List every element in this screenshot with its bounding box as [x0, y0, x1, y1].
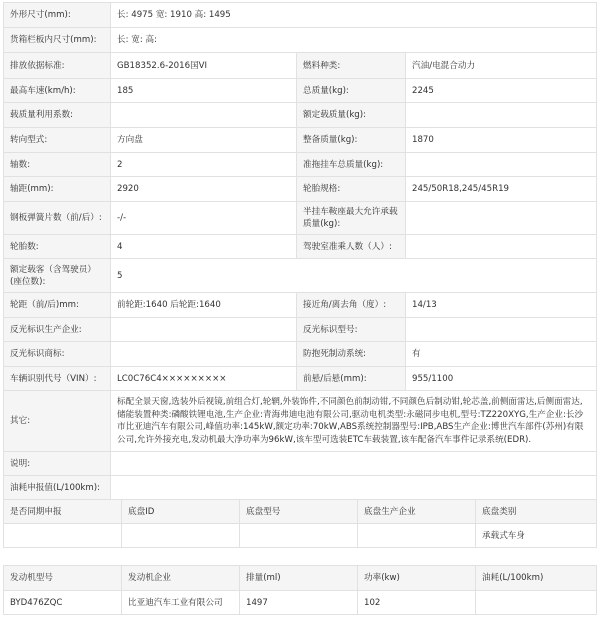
engine-header-cell: 发动机型号: [4, 566, 122, 591]
field-value: 2245: [406, 79, 597, 103]
field-label: 整备质量(kg):: [297, 128, 406, 153]
chassis-header-cell: 底盘类别: [476, 500, 597, 524]
field-label: 货箱栏板内尺寸(mm):: [4, 28, 111, 53]
chassis-cell: [358, 524, 476, 548]
field-label: 防抱死制动系统:: [297, 342, 406, 367]
table-row: [4, 391, 597, 452]
table-row: [4, 235, 597, 259]
field-label: 额定载客（含驾驶员）(座位数):: [4, 259, 111, 293]
field-value: 2920: [111, 177, 297, 202]
field-label: 反光标识型号:: [297, 318, 406, 342]
field-label: 燃料种类:: [297, 53, 406, 79]
field-label: 排放依据标准:: [4, 53, 111, 79]
table-row: [4, 367, 597, 391]
field-label: 转向型式:: [4, 128, 111, 153]
engine-cell: 1497: [240, 591, 358, 615]
field-label: 接近角/离去角（度）:: [297, 293, 406, 318]
table-row: [4, 153, 597, 177]
field-value: [406, 103, 597, 128]
table-row: [4, 342, 597, 367]
chassis-header-cell: 底盘生产企业: [358, 500, 476, 524]
table-row: [4, 293, 597, 318]
table-row: [4, 202, 597, 235]
field-value: 245/50R18,245/45R19: [406, 177, 597, 202]
field-label: 说明:: [4, 452, 111, 476]
field-label: 外形尺寸(mm):: [4, 3, 111, 28]
chassis-header-cell: 底盘型号: [240, 500, 358, 524]
engine-header-cell: 发动机企业: [122, 566, 240, 591]
field-value: 5: [111, 259, 597, 293]
table-row: [4, 103, 597, 128]
field-value: 1870: [406, 128, 597, 153]
field-value: [406, 318, 597, 342]
table-row: [4, 128, 597, 153]
engine-header-cell: 油耗(L/100km): [476, 566, 597, 591]
field-label: 半挂车鞍座最大允许承载质量(kg):: [297, 202, 406, 235]
field-value: 2: [111, 153, 297, 177]
field-value: [111, 452, 597, 476]
engine-header-cell: 排量(ml): [240, 566, 358, 591]
field-label: 轮胎规格:: [297, 177, 406, 202]
field-label: 油耗申报值(L/100km):: [4, 476, 111, 501]
field-value: 14/13: [406, 293, 597, 318]
field-value: -/-: [111, 202, 297, 235]
engine-cell: 102: [358, 591, 476, 615]
table-row: [4, 452, 597, 476]
field-label: 最高车速(km/h):: [4, 79, 111, 103]
field-label: 载质量利用系数:: [4, 103, 111, 128]
table-row: [4, 28, 597, 53]
field-label: 前悬/后悬(mm):: [297, 367, 406, 391]
table-row: [4, 476, 597, 501]
field-label: 其它:: [4, 391, 111, 452]
vehicle-params-table: [3, 2, 597, 501]
chassis-cell: [4, 524, 122, 548]
field-label: 钢板弹簧片数（前/后）:: [4, 202, 111, 235]
field-label: 轮距（前/后)mm:: [4, 293, 111, 318]
field-label: 反光标识商标:: [4, 342, 111, 367]
field-value: 前轮距:1640 后轮距:1640: [111, 293, 297, 318]
field-value: 185: [111, 79, 297, 103]
table-row: [4, 318, 597, 342]
field-value: 4: [111, 235, 297, 259]
field-value: [406, 235, 597, 259]
field-value: [406, 202, 597, 235]
field-value: [111, 342, 297, 367]
field-value: 长: 4975 宽: 1910 高: 1495: [111, 3, 597, 28]
field-label: 车辆识别代号（VIN）:: [4, 367, 111, 391]
table-row: [4, 79, 597, 103]
field-value: 有: [406, 342, 597, 367]
field-label: 准拖挂车总质量(kg):: [297, 153, 406, 177]
field-label: 轮胎数:: [4, 235, 111, 259]
field-value: 955/1100: [406, 367, 597, 391]
field-value: [111, 318, 297, 342]
field-value: 长: 宽: 高:: [111, 28, 597, 53]
field-label: 驾驶室准乘人数（人）:: [297, 235, 406, 259]
engine-cell: 比亚迪汽车工业有限公司: [122, 591, 240, 615]
engine-cell: BYD476ZQC: [4, 591, 122, 615]
table-row: [4, 53, 597, 79]
table-row: [4, 259, 597, 293]
engine-cell: [476, 591, 597, 615]
field-value: [111, 476, 597, 501]
table-row: [4, 177, 597, 202]
chassis-cell: 承载式车身: [476, 524, 597, 548]
table-row: [4, 3, 597, 28]
field-label: 额定载质量(kg):: [297, 103, 406, 128]
field-value: 汽油/电混合动力: [406, 53, 597, 79]
field-value: 方向盘: [111, 128, 297, 153]
field-value: [406, 153, 597, 177]
engine-header-cell: 功率(kw): [358, 566, 476, 591]
chassis-header-cell: 底盘ID: [122, 500, 240, 524]
chassis-cell: [122, 524, 240, 548]
field-label: 轴距(mm):: [4, 177, 111, 202]
field-value: GB18352.6-2016国VI: [111, 53, 297, 79]
engine-table: [3, 565, 597, 615]
field-value: 标配全景天窗,选装外后视镜,前组合灯,轮辋,外装饰件,不同颜色前制动钳,不同颜色后制动钳,轮芯盖,前侧面雷达,后侧面雷达,储能装置种类:磷酸铁锂电池,生产企业:青海弗迪电池有限公司,驱动电机类型:永磁同步电机,型号:TZ220XYG,生产企业:长沙市比亚迪汽车有限公司,峰值功率:145kW,额定功率:70kW,ABS系统控制器型号:IPB,ABS生产企业:博世汽车部件(苏州)有限公司,允许外接充电,发动机最大净功率为96kW,该车型可选装ETC车载装置,该车配备汽车事件记录系统(EDR).: [111, 391, 597, 452]
chassis-table: [3, 499, 597, 548]
field-label: 总质量(kg):: [297, 79, 406, 103]
field-label: 反光标识生产企业:: [4, 318, 111, 342]
chassis-cell: [240, 524, 358, 548]
chassis-header-cell: 是否同期申报: [4, 500, 122, 524]
field-label: 轴数:: [4, 153, 111, 177]
field-value: LC0C76C4×××××××××: [111, 367, 297, 391]
field-value: [111, 103, 297, 128]
